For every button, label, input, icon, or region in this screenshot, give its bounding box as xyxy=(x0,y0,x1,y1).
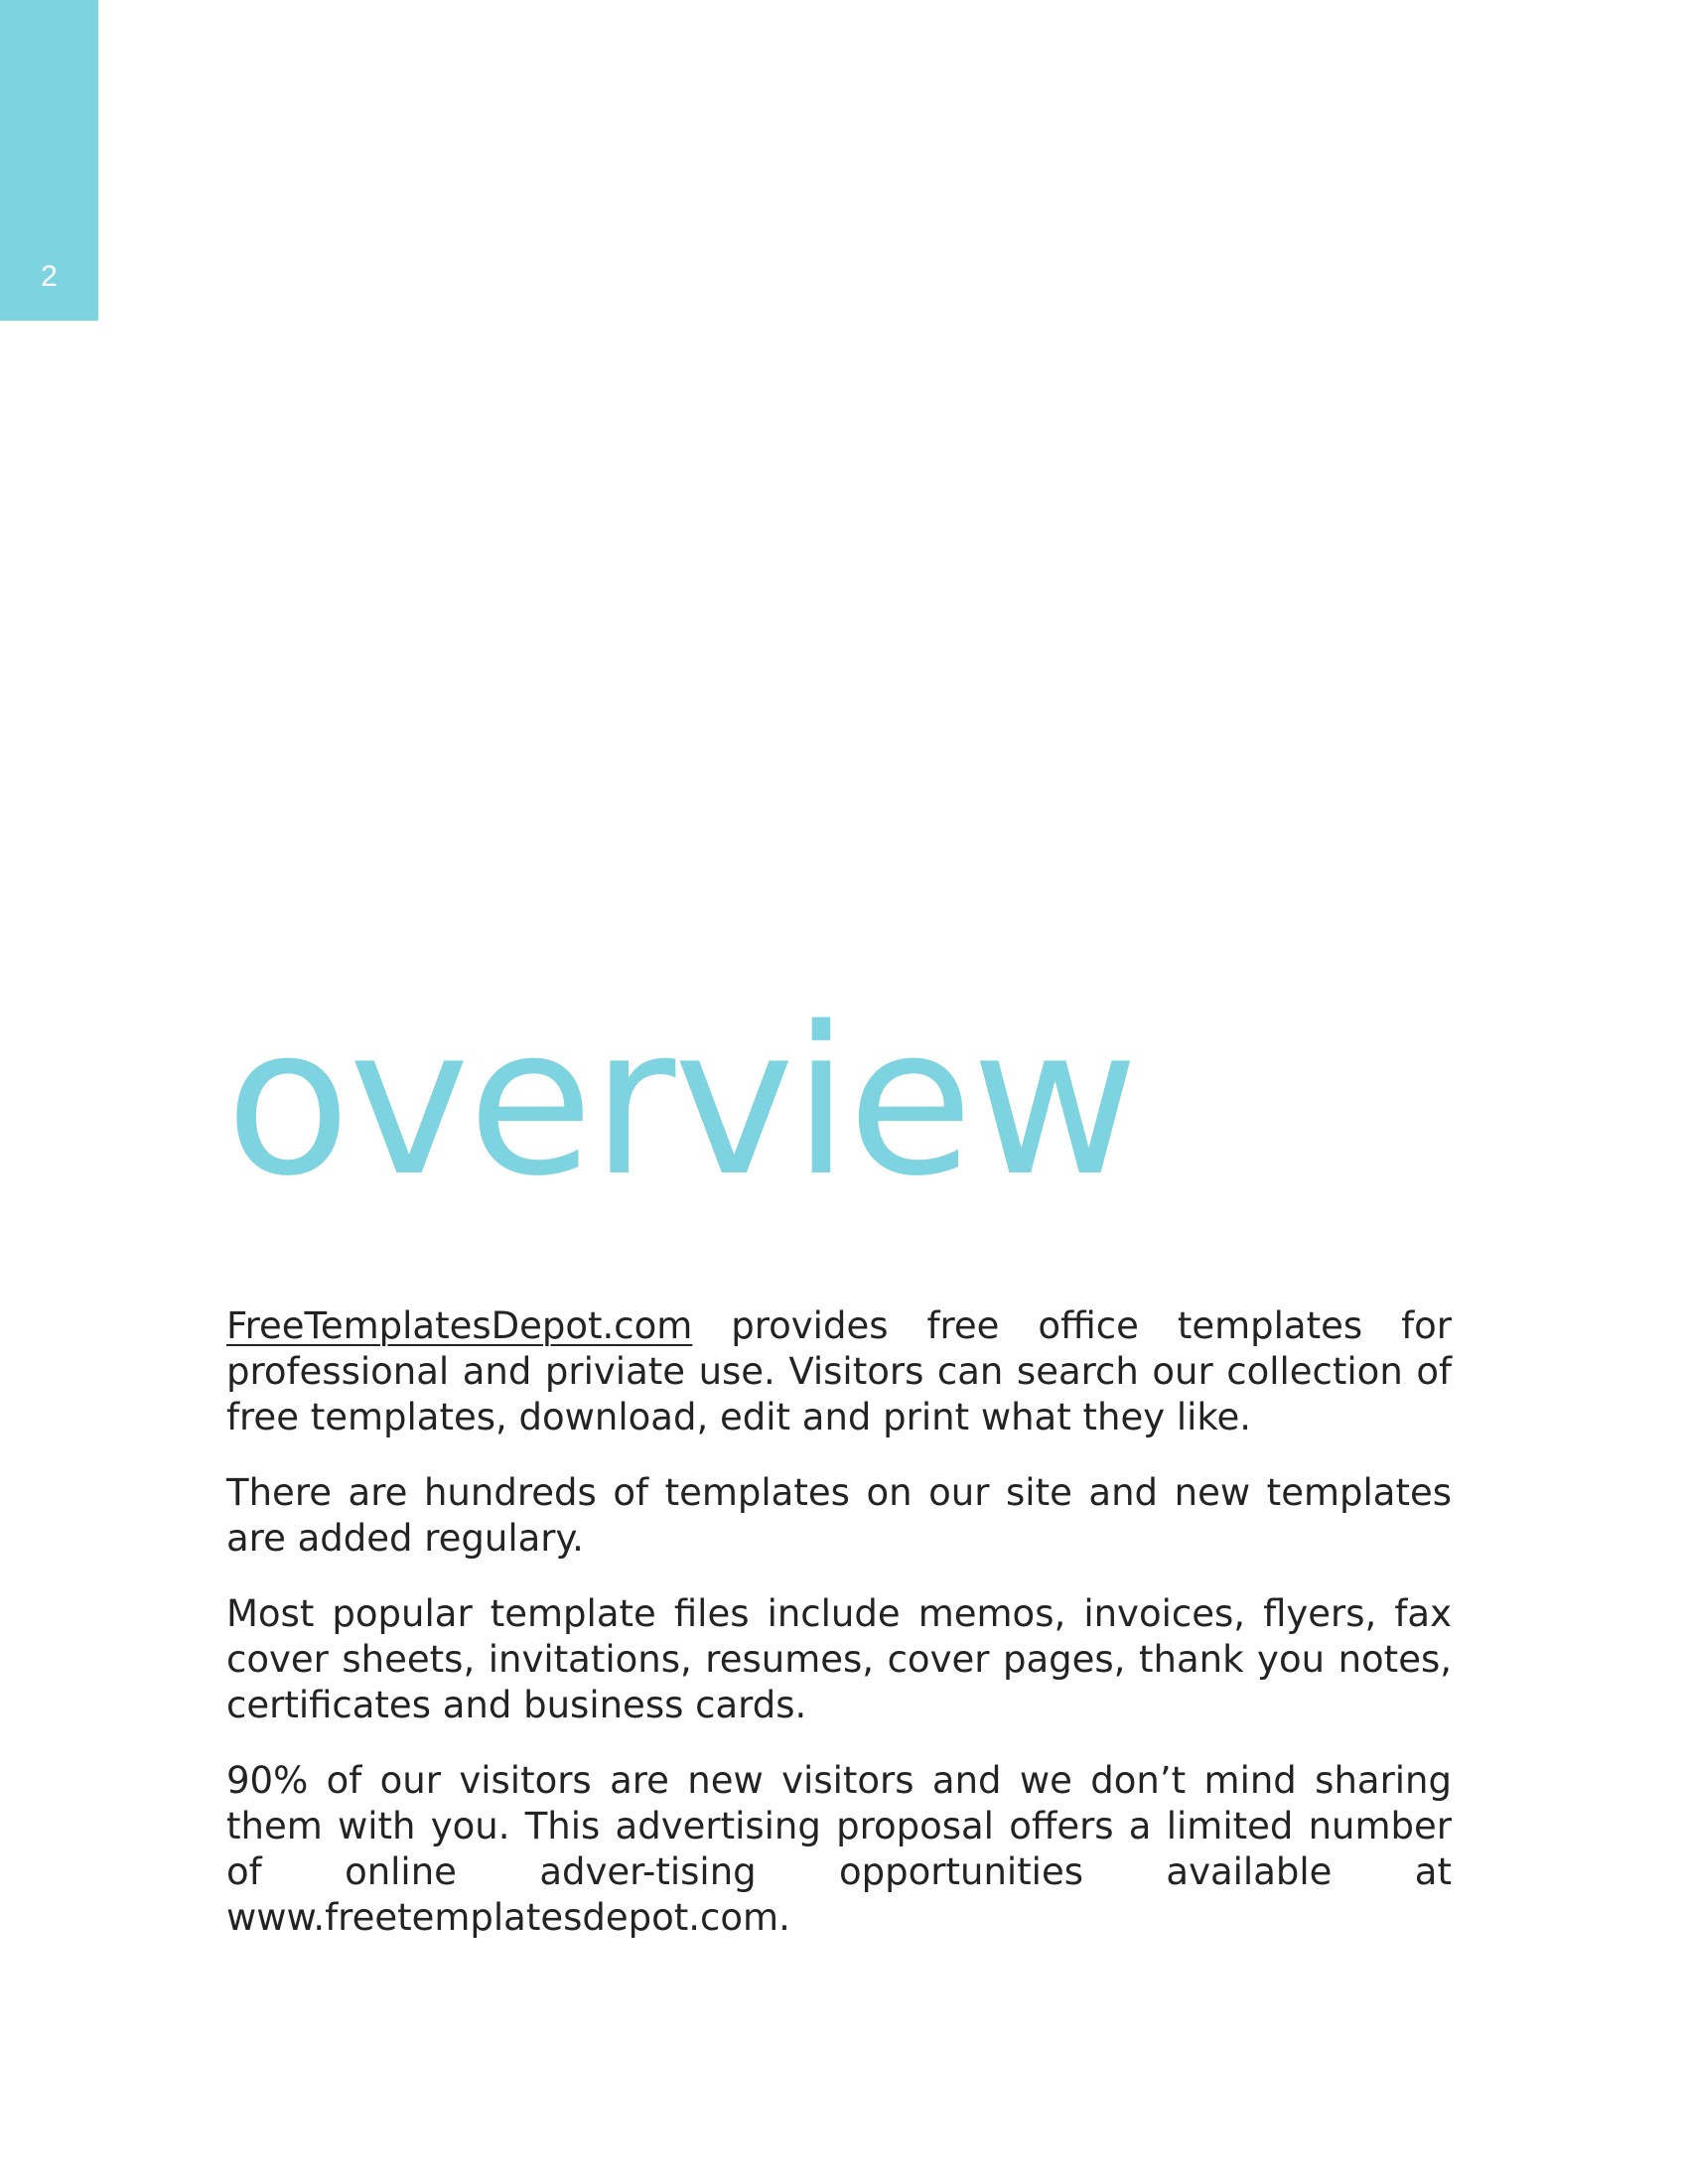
overview-body xyxy=(226,1303,1452,1971)
paragraph-templates-count: There are hundreds of templates on our site and new templates are added regulary. xyxy=(226,1471,1452,1560)
site-link[interactable]: FreeTemplatesDepot.com xyxy=(226,1304,693,1347)
paragraph-visitors: 90% of our visitors are new visitors and we don’t mind sharing them with you. This advertising proposal offers a limited number of online adver-tising opportunities available at www.freetemplatesdepot.com. xyxy=(226,1759,1452,1939)
paragraph-popular-files: Most popular template files include memos, invoices, flyers, fax cover sheets, invitations, resumes, cover pages, thank you notes, certificates and business cards. xyxy=(226,1592,1452,1726)
page-number-tab xyxy=(0,0,98,321)
paragraph-intro-text: provides free office templates for professional and priviate use. Visitors can search our collection of free templates, download, edit and print what they like. xyxy=(226,1304,1452,1438)
page-number: 2 xyxy=(41,260,58,293)
paragraph-intro xyxy=(226,1303,1452,1440)
page-title: overview xyxy=(225,983,1137,1221)
